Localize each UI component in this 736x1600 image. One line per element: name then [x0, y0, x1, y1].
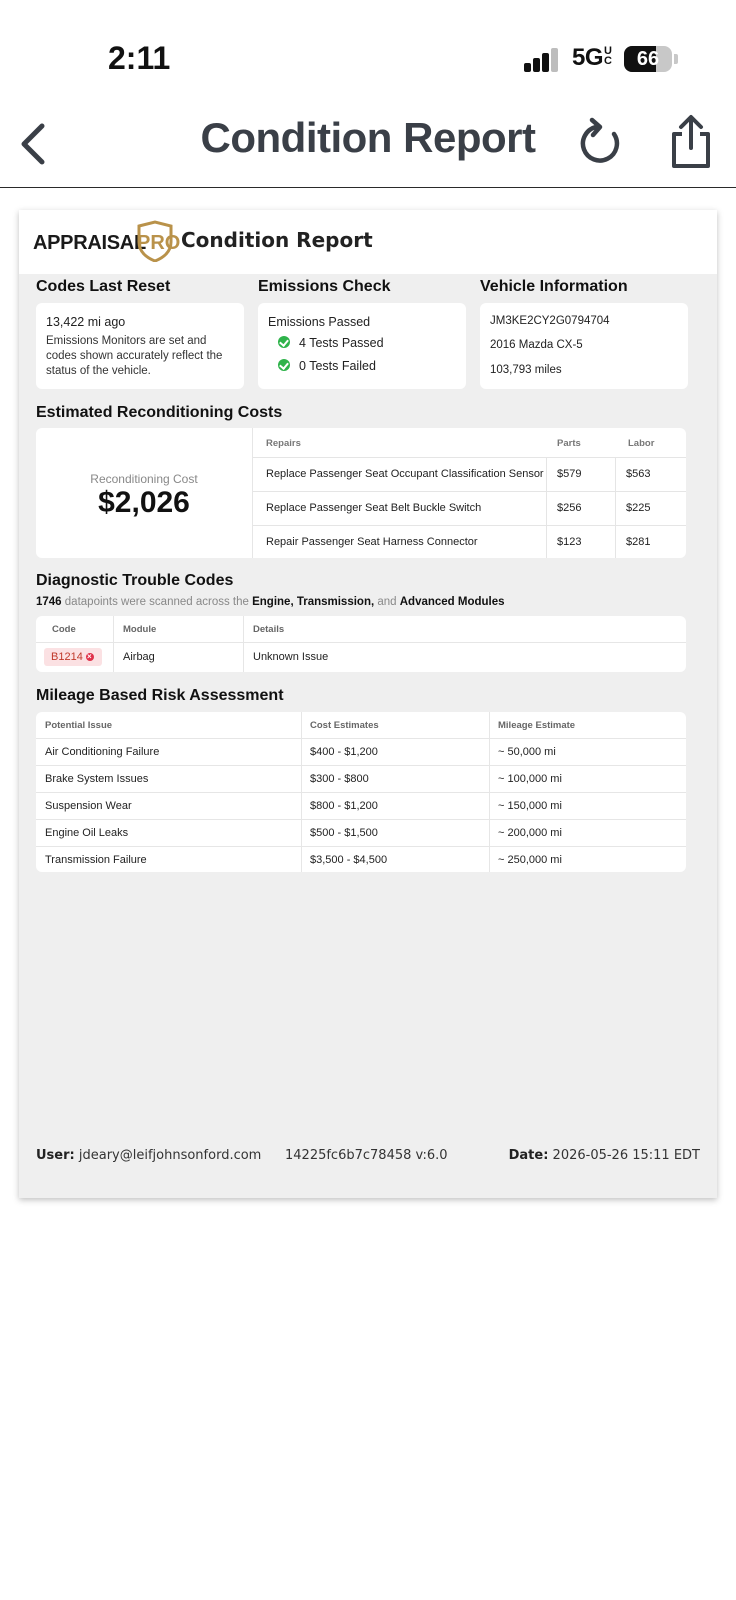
- nav-bar: [0, 110, 736, 188]
- report-date: [509, 1148, 700, 1163]
- emissions-status: Emissions Passed: [268, 315, 371, 329]
- risk-issue: Air Conditioning Failure: [45, 746, 160, 758]
- dtc-modules-a: Engine, Transmission,: [252, 596, 375, 608]
- risk-issue: Suspension Wear: [45, 800, 132, 812]
- error-icon: [86, 653, 94, 661]
- emissions-heading: Emissions Check: [258, 278, 391, 295]
- repair-name: Replace Passenger Seat Belt Buckle Switch: [266, 502, 482, 514]
- battery-tip: [674, 54, 678, 64]
- risk-cost: $400 - $1,200: [310, 746, 378, 758]
- table-row: [253, 491, 686, 525]
- report-version: 14225fc6b7c78458 v:6.0: [285, 1148, 448, 1163]
- logo-pro: PRO: [137, 232, 181, 254]
- network-suffix: UC: [604, 45, 612, 67]
- refresh-icon: [578, 116, 626, 168]
- date-value: 2026-05-26 15:11 EDT: [552, 1148, 700, 1163]
- risk-mileage: ~ 250,000 mi: [498, 854, 562, 866]
- report-header: [19, 210, 717, 274]
- dtc-module: Airbag: [123, 651, 155, 663]
- vehicle-vin: JM3KE2CY2G0794704: [490, 315, 610, 327]
- risk-cost: $3,500 - $4,500: [310, 854, 388, 866]
- table-row: [253, 525, 686, 558]
- repair-name: Replace Passenger Seat Occupant Classification Sensor: [266, 468, 544, 480]
- risk-cost: $800 - $1,200: [310, 800, 378, 812]
- user-email: jdeary@leifjohnsonford.com: [78, 1148, 262, 1163]
- column-header: Code: [52, 624, 76, 635]
- risk-mileage: ~ 50,000 mi: [498, 746, 556, 758]
- dtc-modules-b: Advanced Modules: [399, 596, 505, 608]
- network-indicator: [572, 44, 614, 72]
- network-label: 5G: [572, 44, 604, 71]
- share-button[interactable]: [668, 114, 714, 170]
- divider: [36, 642, 686, 643]
- risk-mileage: ~ 100,000 mi: [498, 773, 562, 785]
- status-bar: [0, 0, 736, 110]
- parts-cost: $123: [557, 536, 582, 548]
- labor-cost: $281: [626, 536, 651, 548]
- risk-issue: Brake System Issues: [45, 773, 149, 785]
- dtc-table: [36, 616, 686, 672]
- vehicle-model: 2016 Mazda CX-5: [490, 339, 583, 351]
- codes-last-reset-heading: Codes Last Reset: [36, 278, 171, 295]
- report-user: [36, 1148, 261, 1163]
- date-label: Date:: [508, 1148, 549, 1163]
- divider: [36, 846, 686, 847]
- repair-name: Repair Passenger Seat Harness Connector: [266, 536, 478, 548]
- risk-cost: $300 - $800: [310, 773, 369, 785]
- recon-table: [253, 428, 686, 558]
- tests-failed: 0 Tests Failed: [299, 359, 376, 373]
- recon-cost-label: Reconditioning Cost: [90, 472, 198, 486]
- dtc-desc-text: datapoints were scanned across the: [61, 596, 253, 608]
- risk-issue: Transmission Failure: [45, 854, 147, 866]
- column-header: Labor: [628, 438, 655, 449]
- divider: [113, 616, 114, 672]
- dtc-heading: Diagnostic Trouble Codes: [36, 572, 234, 589]
- recon-cost-amount: $2,026: [98, 486, 190, 519]
- divider: [36, 765, 686, 766]
- risk-mileage: ~ 200,000 mi: [498, 827, 562, 839]
- labor-cost: $225: [626, 502, 651, 514]
- codes-reset-note: Emissions Monitors are set and codes shown accurately reflect the status of the vehicle.: [46, 335, 223, 377]
- dtc-desc-text: and: [374, 596, 400, 608]
- condition-report: [19, 210, 717, 1198]
- battery-icon: [624, 46, 672, 72]
- vehicle-miles: 103,793 miles: [490, 364, 562, 376]
- dtc-details: Unknown Issue: [253, 651, 329, 663]
- column-header: Potential Issue: [45, 720, 113, 731]
- column-header: Module: [123, 624, 157, 635]
- codes-reset-value: 13,422 mi ago: [46, 315, 126, 329]
- risk-table: [36, 712, 686, 872]
- vehicle-info-panel: [480, 303, 688, 389]
- codes-last-reset-panel: [36, 303, 244, 389]
- page-title: Condition Report: [200, 114, 536, 161]
- divider: [36, 792, 686, 793]
- recon-heading: Estimated Reconditioning Costs: [36, 404, 283, 421]
- risk-mileage: ~ 150,000 mi: [498, 800, 562, 812]
- column-header: Repairs: [266, 438, 301, 449]
- tests-passed: 4 Tests Passed: [299, 336, 384, 350]
- status-time: 2:11: [108, 40, 171, 76]
- dtc-code: B1214: [51, 651, 83, 663]
- risk-issue: Engine Oil Leaks: [45, 827, 129, 839]
- dtc-description: [36, 596, 505, 608]
- user-label: User:: [36, 1148, 75, 1163]
- emissions-panel: [258, 303, 466, 389]
- battery-level: 66: [636, 48, 660, 70]
- column-header: Cost Estimates: [310, 720, 379, 731]
- parts-cost: $579: [557, 468, 582, 480]
- vehicle-info-heading: Vehicle Information: [480, 278, 628, 295]
- divider: [36, 819, 686, 820]
- report-title: Condition Report: [181, 228, 373, 252]
- refresh-button[interactable]: [578, 116, 626, 168]
- recon-panel: [36, 428, 686, 558]
- share-icon: [668, 114, 714, 170]
- labor-cost: $563: [626, 468, 651, 480]
- divider: [243, 616, 244, 672]
- column-header: Parts: [557, 438, 581, 449]
- dtc-code-badge[interactable]: [44, 648, 102, 666]
- cellular-signal-icon: [524, 46, 560, 72]
- column-header: Details: [253, 624, 285, 635]
- column-header: Mileage Estimate: [498, 720, 576, 731]
- risk-cost: $500 - $1,500: [310, 827, 378, 839]
- risk-heading: Mileage Based Risk Assessment: [36, 687, 284, 704]
- parts-cost: $256: [557, 502, 582, 514]
- logo-text: APPRAISAL: [33, 232, 146, 254]
- datapoint-count: 1746: [36, 596, 62, 608]
- divider: [36, 738, 686, 739]
- check-icon: [278, 359, 290, 371]
- check-icon: [278, 336, 290, 348]
- table-row: [253, 457, 686, 491]
